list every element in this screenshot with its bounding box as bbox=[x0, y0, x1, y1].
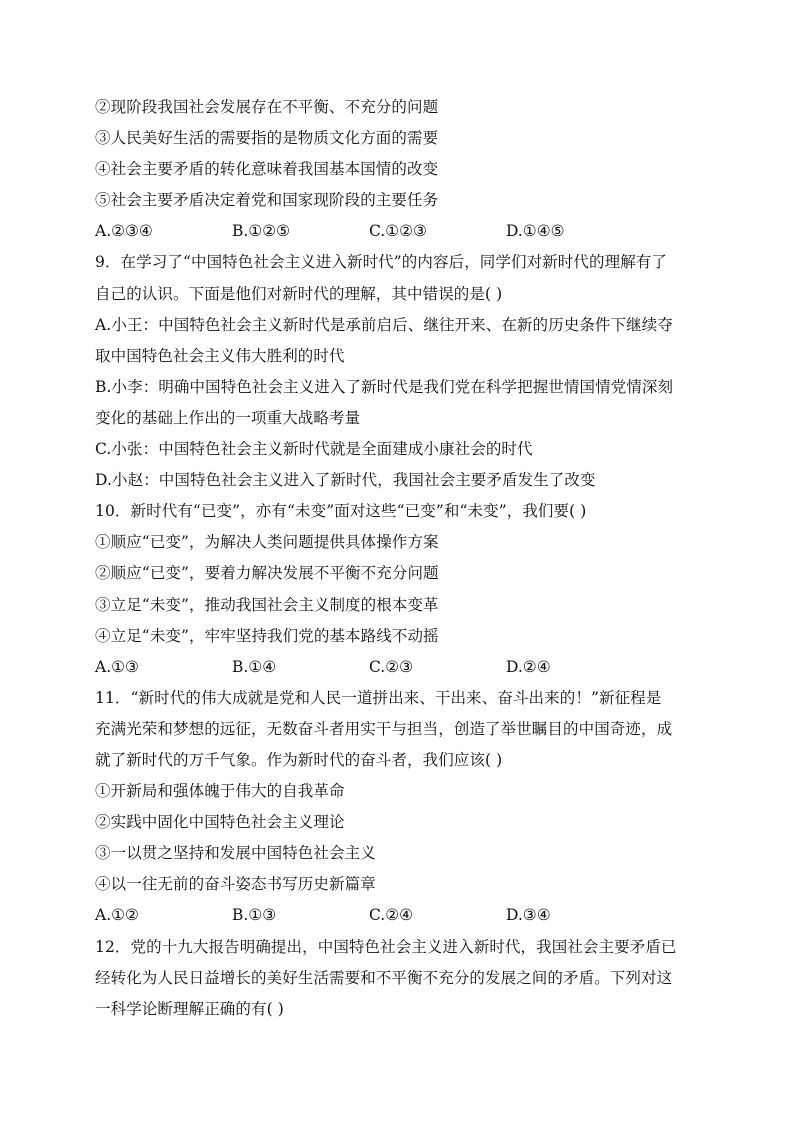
q11-option-a: A.①② bbox=[95, 906, 139, 925]
q9-option-a-line-1: A.小王：中国特色社会主义新时代是承前启后、继往开来、在新的历史条件下继续夺 bbox=[95, 315, 673, 334]
q10-statement-1: ①顺应“已变”，为解决人类问题提供具体操作方案 bbox=[95, 533, 439, 552]
q8-statement-3: ③人民美好生活的需要指的是物质文化方面的需要 bbox=[95, 129, 439, 148]
q10-statement-4: ④立足“未变”，牢牢坚持我们党的基本路线不动摇 bbox=[95, 626, 439, 645]
q11-stem-line-2: 充满光荣和梦想的远征，无数奋斗者用实干与担当，创造了举世瞩目的中国奇迹，成 bbox=[95, 719, 673, 738]
q11-options bbox=[95, 900, 705, 931]
q8-option-a: A.②③④ bbox=[95, 222, 153, 241]
q9-option-d: D.小赵：中国特色社会主义进入了新时代，我国社会主要矛盾发生了改变 bbox=[95, 471, 596, 490]
q9-option-b-line-2: 变化的基础上作出的一项重大战略考量 bbox=[95, 408, 361, 427]
q9-stem-line-2: 自己的认识。下面是他们对新时代的理解，其中错误的是( ) bbox=[95, 284, 503, 303]
q10-statement-3: ③立足“未变”，推动我国社会主义制度的根本变革 bbox=[95, 595, 439, 614]
q10-option-d: D.②④ bbox=[506, 657, 551, 676]
q9-stem-line-1: 9．在学习了“中国特色社会主义进入新时代”的内容后，同学们对新时代的理解有了 bbox=[95, 253, 668, 272]
q12-stem-line-3: 一科学论断理解正确的有( ) bbox=[95, 999, 284, 1018]
q9-option-c: C.小张：中国特色社会主义新时代就是全面建成小康社会的时代 bbox=[95, 440, 533, 459]
q8-option-c: C.①②③ bbox=[369, 222, 427, 241]
q9-option-b-line-1: B.小李：明确中国特色社会主义进入了新时代是我们党在科学把握世情国情党情深刻 bbox=[95, 377, 674, 396]
q11-stem-line-3: 就了新时代的万千气象。作为新时代的奋斗者，我们应该( ) bbox=[95, 750, 503, 769]
q11-statement-2: ②实践中固化中国特色社会主义理论 bbox=[95, 813, 345, 832]
q8-options bbox=[95, 216, 705, 247]
q11-option-c: C.②④ bbox=[369, 906, 414, 925]
q12-stem-line-1: 12．党的十九大报告明确提出，中国特色社会主义进入新时代，我国社会主要矛盾已 bbox=[95, 937, 677, 956]
q12-stem-line-2: 经转化为人民日益增长的美好生活需要和不平衡不充分的发展之间的矛盾。下列对这 bbox=[95, 968, 673, 987]
q11-statement-4: ④以一往无前的奋斗姿态书写历史新篇章 bbox=[95, 875, 376, 894]
q10-option-a: A.①③ bbox=[95, 657, 139, 676]
q10-option-b: B.①④ bbox=[232, 657, 277, 676]
q11-option-d: D.③④ bbox=[506, 906, 551, 925]
q10-statement-2: ②顺应“已变”，要着力解决发展不平衡不充分问题 bbox=[95, 564, 439, 583]
q8-option-d: D.①④⑤ bbox=[506, 222, 565, 241]
q11-statement-1: ①开新局和强体魄于伟大的自我革命 bbox=[95, 782, 345, 801]
q8-statement-5: ⑤社会主要矛盾决定着党和国家现阶段的主要任务 bbox=[95, 191, 439, 210]
q11-statement-3: ③一以贯之坚持和发展中国特色社会主义 bbox=[95, 844, 376, 863]
q8-statement-2: ②现阶段我国社会发展存在不平衡、不充分的问题 bbox=[95, 98, 439, 116]
q11-stem-line-1: 11．“新时代的伟大成就是党和人民一道拼出来、干出来、奋斗出来的！”新征程是 bbox=[95, 688, 662, 707]
q10-options bbox=[95, 652, 705, 683]
q11-option-b: B.①③ bbox=[232, 906, 277, 925]
q8-statement-4: ④社会主要矛盾的转化意味着我国基本国情的改变 bbox=[95, 160, 439, 179]
q9-option-a-line-2: 取中国特色社会主义伟大胜利的时代 bbox=[95, 346, 345, 365]
q10-option-c: C.②③ bbox=[369, 657, 414, 676]
exam-page bbox=[95, 92, 705, 1025]
q8-option-b: B.①②⑤ bbox=[232, 222, 291, 241]
q10-stem: 10．新时代有“已变”，亦有“未变”面对这些“已变”和“未变”，我们要( ) bbox=[95, 502, 587, 521]
